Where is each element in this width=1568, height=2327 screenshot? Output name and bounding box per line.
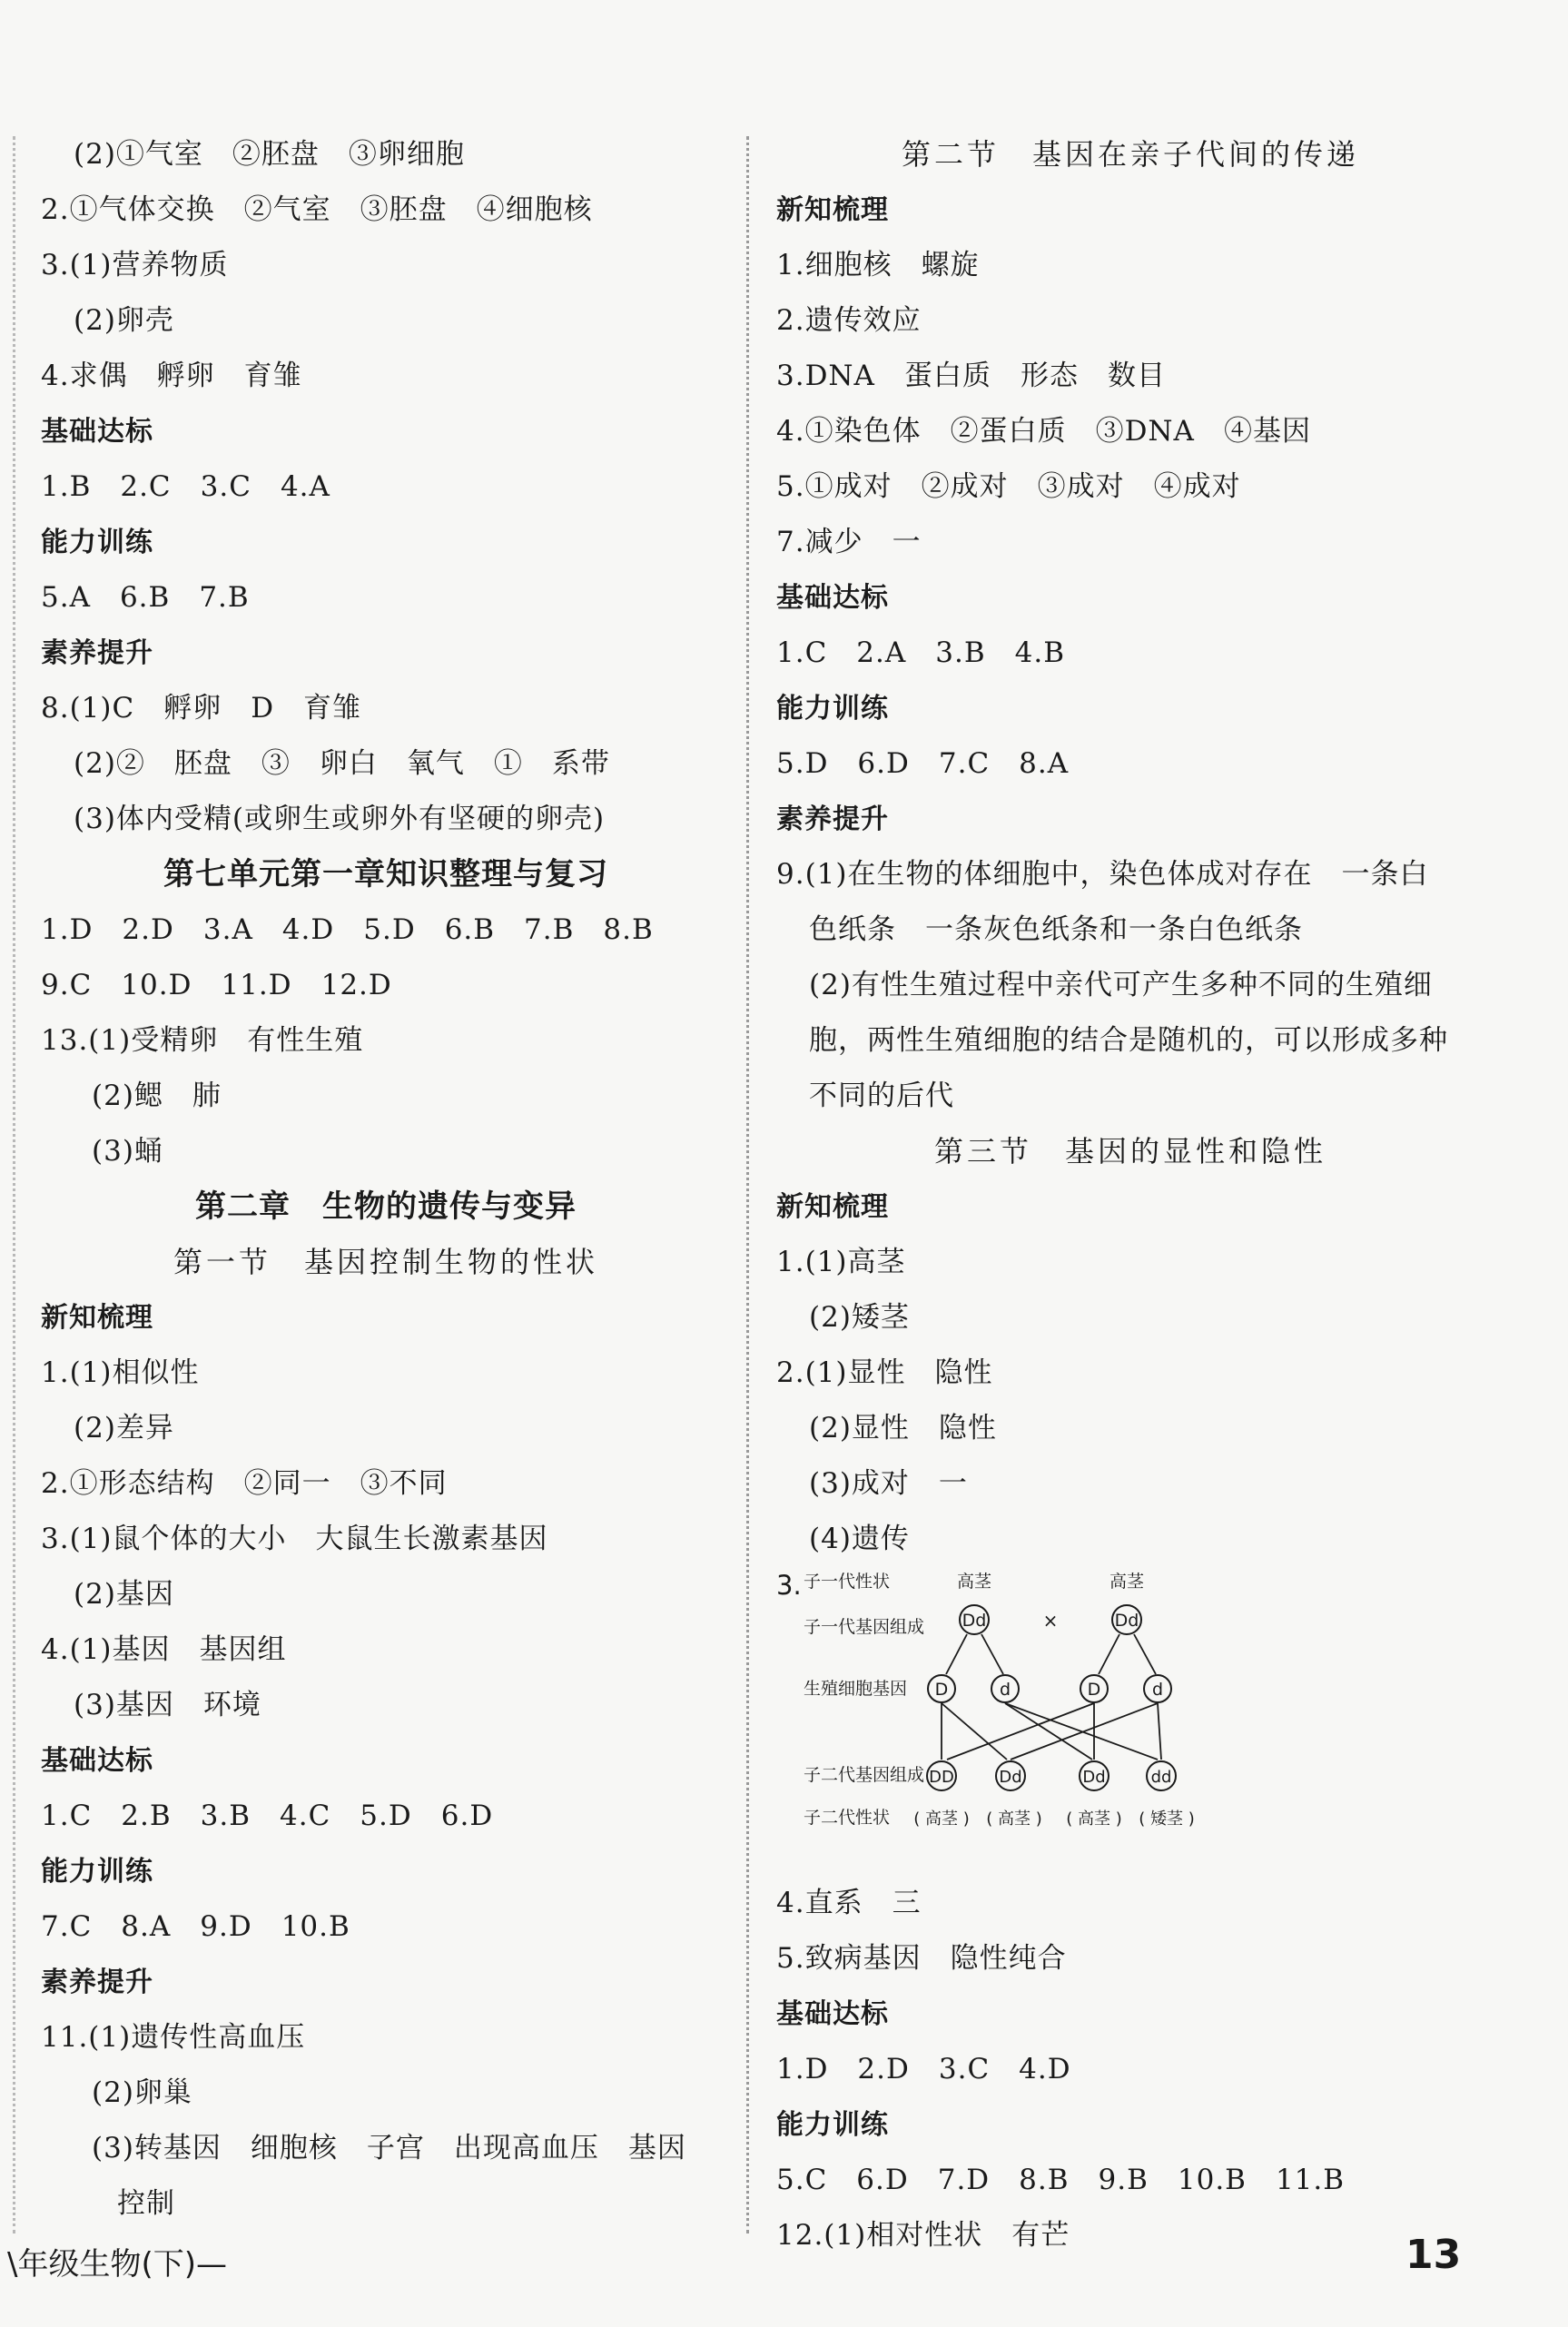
genetics-cross-diagram	[776, 1567, 1484, 1876]
section-title: 第三节 基因的显性和隐性	[933, 1134, 1326, 1168]
answer-line: 2.①形态结构 ②同一 ③不同	[41, 1467, 448, 1500]
offspring-trait-2: ( 高茎 )	[986, 1809, 1042, 1829]
answer-line: 1.C 2.B 3.B 4.C 5.D 6.D	[41, 1799, 494, 1832]
answer-line: 4.直系 三	[776, 1887, 922, 1919]
answer-line: 4.(1)基因 基因组	[41, 1633, 287, 1666]
answer-line: (2)①气室 ②胚盘 ③卵细胞	[74, 138, 465, 171]
right-column-upper	[776, 127, 1484, 1567]
gamete-2: d	[999, 1680, 1011, 1700]
answer-line: 5.A 6.B 7.B	[41, 581, 250, 614]
cross-diagram-svg	[776, 1567, 1484, 1876]
column-divider	[746, 136, 749, 2233]
section-header: 基础达标	[776, 582, 889, 614]
answer-line: 2.(1)显性 隐性	[776, 1356, 993, 1389]
offspring-trait-4: ( 矮茎 )	[1139, 1809, 1195, 1829]
label-f1-genotype: 子一代基因组成	[804, 1617, 925, 1637]
parent-genotype-2: Dd	[1114, 1611, 1139, 1631]
offspring-4: dd	[1150, 1768, 1172, 1787]
page-edge-line	[13, 136, 15, 2233]
answer-line: (2)矮茎	[809, 1301, 910, 1334]
footer-book-title: \年级生物(下)—	[7, 2246, 227, 2283]
offspring-2: Dd	[999, 1768, 1022, 1787]
answer-line: 胞，两性生殖细胞的结合是随机的，可以形成多种	[809, 1024, 1448, 1057]
answer-line: (2)鳃 肺	[92, 1080, 222, 1112]
chapter-title: 第二章 生物的遗传与变异	[195, 1188, 577, 1225]
answer-line: (2)卵巢	[92, 2076, 192, 2109]
offspring-1: DD	[929, 1768, 954, 1787]
answer-line: 8.(1)C 孵卵 D 育雏	[41, 692, 362, 725]
answer-line: (2)显性 隐性	[809, 1412, 997, 1445]
section-title: 第二节 基因在亲子代间的传递	[901, 137, 1359, 172]
answer-line: 12.(1)相对性状 有芒	[776, 2219, 1070, 2252]
answer-line: 2.①气体交换 ②气室 ③胚盘 ④细胞核	[41, 193, 593, 226]
answer-line: (3)转基因 细胞核 子宫 出现高血压 基因	[92, 2132, 686, 2164]
answer-line: 1.细胞核 螺旋	[776, 249, 980, 281]
page-number: 13	[1405, 2232, 1462, 2278]
label-f2-genotype: 子二代基因组成	[804, 1765, 925, 1785]
answer-line: (3)基因 环境	[74, 1689, 261, 1721]
gamete-3: D	[1087, 1680, 1101, 1700]
answer-line: 5.致病基因 隐性纯合	[776, 1942, 1067, 1975]
answer-line: 11.(1)遗传性高血压	[41, 2021, 306, 2054]
answer-line: 9.(1)在生物的体细胞中，染色体成对存在 一条白	[776, 858, 1429, 891]
section-header: 基础达标	[776, 1998, 889, 2030]
answer-line: 1.D 2.D 3.C 4.D	[776, 2053, 1071, 2085]
section-header: 新知梳理	[41, 1302, 153, 1334]
left-column	[41, 127, 731, 2232]
parent-genotype-1: Dd	[962, 1611, 987, 1631]
section-header: 能力训练	[41, 527, 153, 558]
section-header: 素养提升	[776, 804, 889, 835]
diagram-number: 3.	[776, 1570, 802, 1601]
answer-line: (2)卵壳	[74, 304, 174, 337]
label-f2-trait: 子二代性状	[804, 1808, 891, 1828]
offspring-trait-3: ( 高茎 )	[1066, 1809, 1122, 1829]
parent2-to-gamete-lower-line	[1134, 1634, 1156, 1674]
cross-symbol: ×	[1042, 1610, 1059, 1632]
answer-line: 不同的后代	[809, 1080, 954, 1112]
chapter-title: 第七单元第一章知识整理与复习	[163, 856, 608, 892]
section-header: 素养提升	[41, 1967, 153, 1998]
answer-line: 4.①染色体 ②蛋白质 ③DNA ④基因	[776, 415, 1311, 448]
answer-line: 5.①成对 ②成对 ③成对 ④成对	[776, 470, 1241, 503]
answer-line: (2)有性生殖过程中亲代可产生多种不同的生殖细	[809, 969, 1433, 1001]
answer-line: 13.(1)受精卵 有性生殖	[41, 1024, 364, 1057]
answer-line: 1.C 2.A 3.B 4.B	[776, 636, 1065, 669]
section-header: 新知梳理	[776, 1191, 889, 1223]
offspring-trait-1: ( 高茎 )	[913, 1809, 970, 1829]
answer-line: (3)成对 一	[809, 1467, 968, 1500]
section-header: 新知梳理	[776, 194, 889, 226]
answer-line: (2)基因	[74, 1578, 174, 1611]
section-header: 基础达标	[41, 1745, 153, 1777]
answer-line: (3)体内受精(或卵生或卵外有坚硬的卵壳)	[74, 803, 606, 835]
answer-line: 控制	[117, 2187, 175, 2220]
answer-line: 5.D 6.D 7.C 8.A	[776, 747, 1070, 780]
answer-line: 1.(1)高茎	[776, 1246, 906, 1278]
answer-line: 1.(1)相似性	[41, 1356, 200, 1389]
offspring-3: Dd	[1082, 1768, 1106, 1787]
parent-trait-1: 高茎	[956, 1572, 992, 1592]
section-header: 基础达标	[41, 416, 153, 448]
answer-line: 3.(1)营养物质	[41, 249, 229, 281]
section-header: 能力训练	[776, 2109, 889, 2141]
right-column	[776, 127, 1484, 2263]
section-title: 第一节 基因控制生物的性状	[173, 1245, 598, 1279]
section-header: 能力训练	[41, 1856, 153, 1888]
section-header: 素养提升	[41, 637, 153, 669]
parent1-to-gamete-d-line	[946, 1634, 967, 1674]
right-column-lower	[776, 1876, 1484, 2263]
answer-line: 5.C 6.D 7.D 8.B 9.B 10.B 11.B	[776, 2164, 1346, 2196]
answer-line: (2)② 胚盘 ③ 卵白 氧气 ① 系带	[74, 747, 610, 780]
parent1-to-gamete-lower-line	[981, 1634, 1003, 1674]
answer-line: 9.C 10.D 11.D 12.D	[41, 969, 392, 1001]
answer-line: (3)蛹	[92, 1135, 163, 1168]
answer-line: 3.(1)鼠个体的大小 大鼠生长激素基因	[41, 1523, 548, 1555]
answer-line: 1.D 2.D 3.A 4.D 5.D 6.B 7.B 8.B	[41, 913, 654, 946]
fertilization-lines	[942, 1703, 1161, 1760]
answer-line: 1.B 2.C 3.C 4.A	[41, 470, 330, 503]
answer-line: 7.C 8.A 9.D 10.B	[41, 1910, 350, 1943]
label-gamete: 生殖细胞基因	[804, 1679, 908, 1699]
answer-line: 色纸条 一条灰色纸条和一条白色纸条	[809, 913, 1303, 946]
answer-line: 3.DNA 蛋白质 形态 数目	[776, 360, 1166, 392]
answer-line: 2.遗传效应	[776, 304, 922, 337]
gamete-4: d	[1151, 1680, 1164, 1700]
gamete-1: D	[934, 1680, 949, 1700]
parent2-to-gamete-d-line	[1099, 1634, 1119, 1674]
answer-line: 4.求偶 孵卵 育雏	[41, 360, 302, 392]
parent-trait-2: 高茎	[1109, 1572, 1145, 1592]
label-f1-trait: 子一代性状	[804, 1572, 891, 1592]
answer-line: 7.减少 一	[776, 526, 922, 558]
answer-line: (4)遗传	[809, 1523, 910, 1555]
answer-line: (2)差异	[74, 1412, 174, 1445]
section-header: 能力训练	[776, 693, 889, 725]
